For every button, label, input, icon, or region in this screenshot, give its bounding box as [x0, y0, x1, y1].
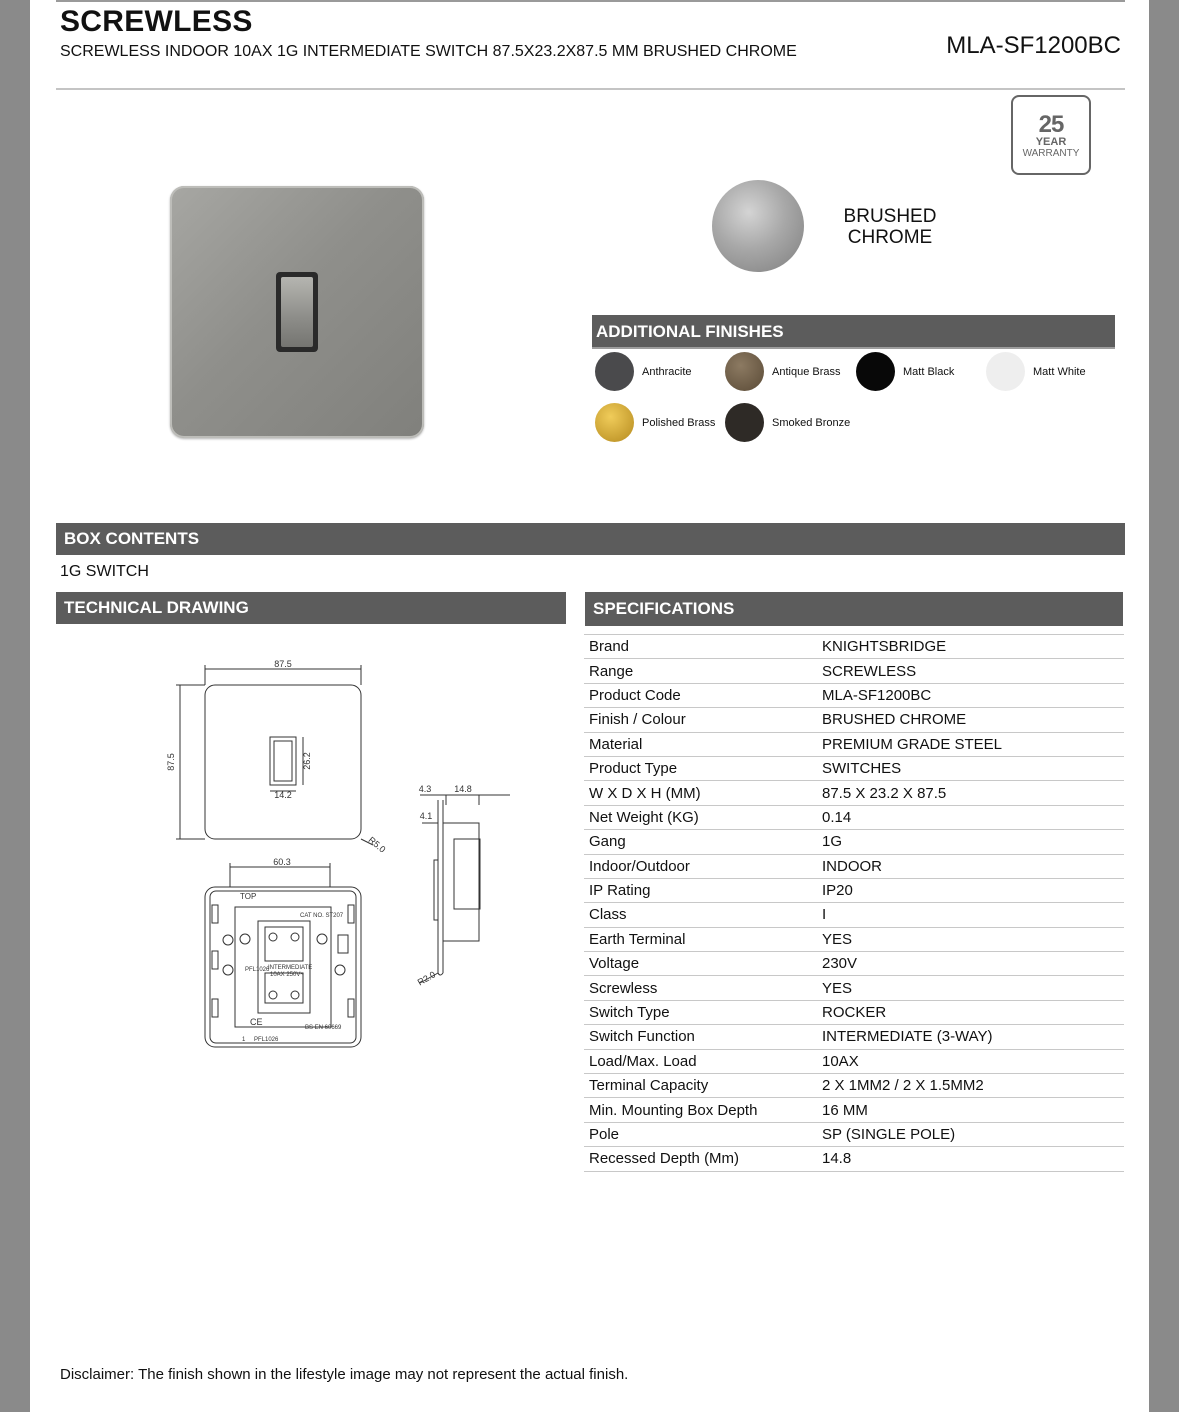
box-contents-item: 1G SWITCH — [60, 563, 149, 580]
spec-value: PREMIUM GRADE STEEL — [817, 732, 1124, 756]
finish-option-label: Smoked Bronze — [772, 416, 851, 429]
table-row — [584, 878, 1124, 902]
back-cat-label: CAT NO. ST207 — [300, 913, 344, 919]
spec-value: 10AX — [817, 1049, 1124, 1073]
finish-option-label: Matt Black — [903, 365, 955, 378]
spec-value: 1G — [817, 830, 1124, 854]
table-row — [584, 854, 1124, 878]
finish-option — [725, 403, 850, 442]
spec-value: IP20 — [817, 878, 1124, 902]
spec-value: 14.8 — [817, 1147, 1124, 1171]
table-row — [584, 952, 1124, 976]
spec-key: Net Weight (KG) — [584, 805, 817, 829]
finish-option-label: Anthracite — [642, 365, 692, 378]
product-subtitle: SCREWLESS INDOOR 10AX 1G INTERMEDIATE SWITCH 87.5X23.2X87.5 MM BRUSHED CHROME — [60, 43, 797, 60]
spec-value: INTERMEDIATE (3-WAY) — [817, 1025, 1124, 1049]
warranty-label: WARRANTY — [1022, 148, 1080, 159]
table-row — [584, 708, 1124, 732]
dim-side-c: 4.1 — [419, 811, 433, 821]
spec-key: Switch Function — [584, 1025, 817, 1049]
spec-key: Earth Terminal — [584, 927, 817, 951]
finish-option — [595, 403, 715, 442]
spec-value: 230V — [817, 952, 1124, 976]
warranty-badge-icon — [1011, 95, 1091, 175]
back-std-label: BS EN 60669 — [305, 1025, 342, 1031]
table-row — [584, 1098, 1124, 1122]
spec-key: Recessed Depth (Mm) — [584, 1147, 817, 1171]
technical-drawing-heading: TECHNICAL DRAWING — [56, 592, 566, 624]
spec-key: Brand — [584, 635, 817, 659]
dim-side-a: 4.3 — [418, 784, 432, 794]
spec-key: Screwless — [584, 976, 817, 1000]
back-rating-label: 10AX 250V~ — [270, 972, 304, 978]
finish-option — [856, 352, 954, 391]
swatch-icon — [856, 352, 895, 391]
table-row — [584, 1074, 1124, 1098]
spec-value: 87.5 X 23.2 X 87.5 — [817, 781, 1124, 805]
spec-value: 16 MM — [817, 1098, 1124, 1122]
spec-value: KNIGHTSBRIDGE — [817, 635, 1124, 659]
spec-value: YES — [817, 976, 1124, 1000]
finish-option — [986, 352, 1086, 391]
spec-value: YES — [817, 927, 1124, 951]
back-inter-label: INTERMEDIATE — [268, 965, 313, 971]
spec-value: I — [817, 903, 1124, 927]
spec-key: Gang — [584, 830, 817, 854]
spec-value: BRUSHED CHROME — [817, 708, 1124, 732]
dim-radius: R5.0 — [366, 834, 388, 855]
spec-sheet — [30, 0, 1149, 1412]
spec-value: MLA-SF1200BC — [817, 683, 1124, 707]
table-row — [584, 903, 1124, 927]
back-top-label: TOP — [240, 892, 257, 901]
table-row — [584, 732, 1124, 756]
swatch-icon — [595, 403, 634, 442]
table-row — [584, 1000, 1124, 1024]
spec-key: Terminal Capacity — [584, 1074, 817, 1098]
box-contents-heading: BOX CONTENTS — [56, 523, 1125, 555]
finish-option-label: Polished Brass — [642, 416, 716, 429]
table-row — [584, 756, 1124, 780]
table-row — [584, 1025, 1124, 1049]
swatch-icon — [986, 352, 1025, 391]
spec-value: SCREWLESS — [817, 659, 1124, 683]
swatch-icon — [725, 403, 764, 442]
spec-key: Finish / Colour — [584, 708, 817, 732]
table-row — [584, 1049, 1124, 1073]
spec-value: 2 X 1MM2 / 2 X 1.5MM2 — [817, 1074, 1124, 1098]
finish-option — [725, 352, 840, 391]
swatch-icon — [595, 352, 634, 391]
table-row — [584, 635, 1124, 659]
spec-key: Indoor/Outdoor — [584, 854, 817, 878]
product-code: MLA-SF1200BC — [946, 32, 1121, 59]
finish-label: BRUSHED CHROME — [843, 206, 937, 248]
finish-swatch — [712, 180, 804, 272]
table-row — [584, 805, 1124, 829]
spec-value: INDOOR — [817, 854, 1124, 878]
table-row — [584, 830, 1124, 854]
header-divider — [56, 88, 1125, 90]
dim-back-width: 60.3 — [273, 857, 291, 867]
spec-key: Product Code — [584, 683, 817, 707]
dim-side-b: 14.8 — [454, 784, 472, 794]
spec-key: Switch Type — [584, 1000, 817, 1024]
dim-side-r: R2.0 — [415, 969, 438, 988]
swatch-icon — [725, 352, 764, 391]
additional-finishes-heading: ADDITIONAL FINISHES — [592, 315, 1115, 349]
spec-value: ROCKER — [817, 1000, 1124, 1024]
finish-option-label: Antique Brass — [772, 365, 841, 378]
top-rule — [56, 0, 1125, 2]
spec-key: Min. Mounting Box Depth — [584, 1098, 817, 1122]
spec-key: IP Rating — [584, 878, 817, 902]
back-pfl-label: PFL1026 — [245, 967, 270, 973]
spec-key: Material — [584, 732, 817, 756]
spec-value: SP (SINGLE POLE) — [817, 1122, 1124, 1146]
spec-value: 0.14 — [817, 805, 1124, 829]
back-pfl-label-2: PFL1026 — [254, 1037, 279, 1043]
spec-key: Voltage — [584, 952, 817, 976]
table-row — [584, 659, 1124, 683]
dim-rocker-w: 14.2 — [274, 790, 292, 800]
page-title: SCREWLESS — [60, 5, 253, 38]
table-row — [584, 781, 1124, 805]
spec-key: Pole — [584, 1122, 817, 1146]
disclaimer: Disclaimer: The finish shown in the lifestyle image may not represent the actual finish. — [60, 1366, 629, 1383]
back-one-label: 1 — [242, 1037, 246, 1043]
spec-key: W X D X H (MM) — [584, 781, 817, 805]
finish-option-label: Matt White — [1033, 365, 1086, 378]
specifications-table — [584, 634, 1124, 1172]
warranty-years: 25 — [1038, 111, 1064, 138]
rocker-switch — [276, 272, 318, 352]
specifications-heading: SPECIFICATIONS — [585, 592, 1123, 626]
finish-option — [595, 352, 692, 391]
spec-key: Product Type — [584, 756, 817, 780]
ce-mark-icon: CE — [250, 1017, 263, 1027]
front-plate-outline — [205, 685, 361, 839]
dim-height: 87.5 — [166, 753, 176, 771]
spec-key: Load/Max. Load — [584, 1049, 817, 1073]
spec-key: Range — [584, 659, 817, 683]
table-row — [584, 976, 1124, 1000]
table-row — [584, 1147, 1124, 1171]
table-row — [584, 683, 1124, 707]
product-image — [170, 186, 424, 438]
table-row — [584, 1122, 1124, 1146]
spec-value: SWITCHES — [817, 756, 1124, 780]
dim-rocker-h: 26.2 — [302, 752, 312, 770]
table-row — [584, 927, 1124, 951]
dim-width: 87.5 — [274, 659, 292, 669]
spec-key: Class — [584, 903, 817, 927]
technical-drawing — [166, 655, 500, 1055]
warranty-year-label: YEAR — [1035, 136, 1067, 148]
